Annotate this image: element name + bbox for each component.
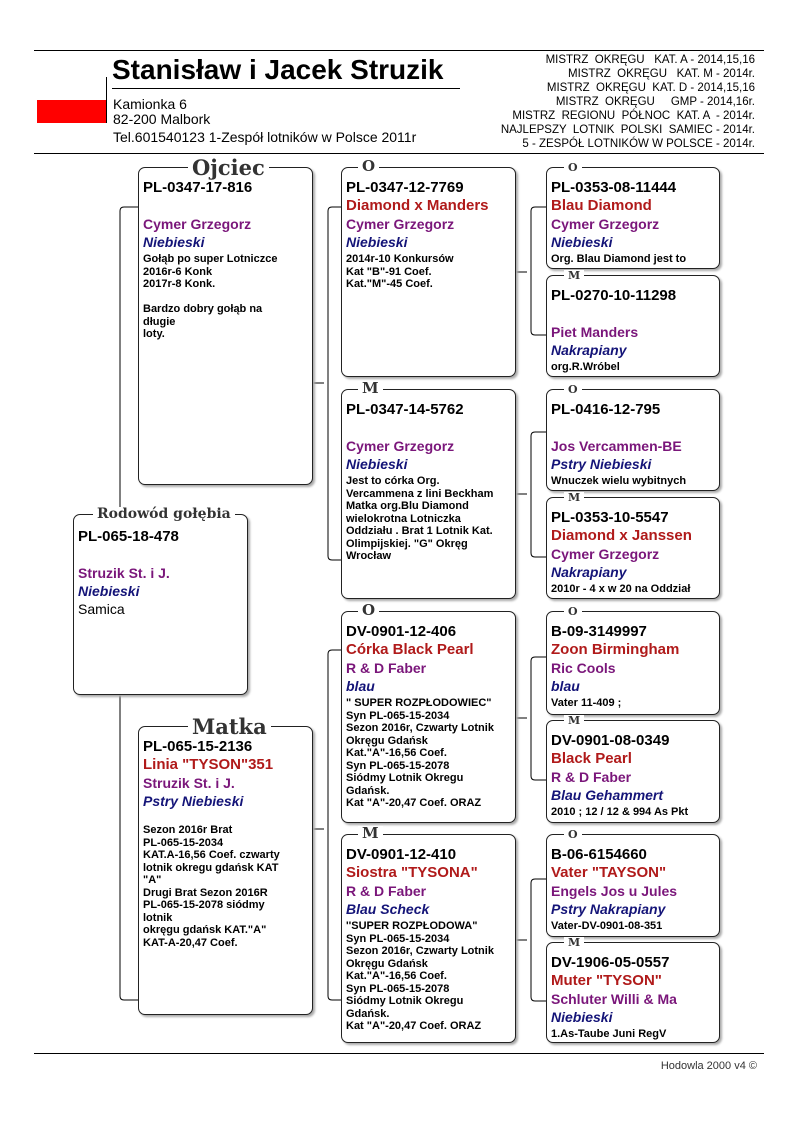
breeder: Cymer Grzegorz [346,438,455,454]
notes: " SUPER ROZPŁODOWIEC" Syn PL-065-15-2034 Sezon 2016r, Czwarty Lotnik Okręgu Gdańsk Kat."A"-16,56 Coef. Syn PL-065-15-2078 Siódmy Lotnik Okregu Gdańsk. Kat "A"-20,47 Coef. ORAZ [346,697,494,809]
breeder: Ric Cools [551,660,616,676]
color: Niebieski [78,583,140,599]
pigeon-name: Diamond x Janssen [551,527,692,544]
notes: 2010r - 4 x w 20 na Oddział [551,583,691,595]
breeder: Struzik St. i J. [143,775,235,791]
ring-number: B-09-3149997 [551,623,647,640]
great-grandparent-card[interactable] [546,497,720,599]
notes: Wnuczek wielu wybitnych [551,475,687,487]
breeder: Engels Jos u Jules [551,883,678,899]
ring-number: DV-0901-08-0349 [551,732,670,749]
mother-card[interactable] [138,726,313,1015]
breeder: Struzik St. i J. [78,565,170,581]
ring-number: DV-0901-12-406 [346,623,457,640]
breeder: Cymer Grzegorz [551,546,660,562]
notes: 2010 ; 12 / 12 & 994 As Pkt [551,806,689,818]
color: Nakrapiany [551,564,627,580]
breeder: Piet Manders [551,324,639,340]
breeder: R & D Faber [346,660,427,676]
award: MISTRZ OKRĘGU KAT. M - 2014r. [567,68,755,80]
dam-label: M [358,826,383,841]
pigeon-label: Rodowód gołębia [93,507,235,521]
color: Pstry Niebieski [551,456,652,472]
pigeon-name: Black Pearl [551,750,632,767]
notes: org.R.Wróbel [551,361,620,373]
color: blau [551,678,580,694]
pigeon-name: Linia "TYSON"351 [143,756,274,773]
color: blau [346,678,375,694]
breeder: Jos Vercammen-BE [551,438,682,454]
great-grandparent-card[interactable] [546,611,720,715]
award: NAJLEPSZY LOTNIK POLSKI SAMIEC - 2014r. [500,124,755,136]
sire-label: O [564,829,582,840]
sire-label: O [358,159,379,174]
phone-line: Tel.601540123 1-Zespół lotników w Polsce 2011r [113,129,417,145]
sire-label: O [358,603,379,618]
address-city: 82-200 Malbork [113,111,211,127]
dam-label: M [564,270,584,281]
sire-label: O [564,606,582,617]
footer-credit: Hodowla 2000 v4 © [660,1060,757,1072]
grandsire-maternal-card[interactable] [341,611,516,823]
dam-label: M [564,492,584,503]
award: MISTRZ OKRĘGU KAT. A - 2014,15,16 [545,54,755,66]
notes: Gołąb po super Lotniczce 2016r-6 Konk 2017r-8 Konk. Bardzo dobry gołąb na długie loty. [143,253,278,340]
ring-number: PL-0353-10-5547 [551,509,669,526]
ring-number: PL-0353-08-11444 [551,179,677,196]
sire-label: O [564,384,582,395]
pigeon-name: Muter "TYSON" [551,972,662,989]
color: Blau Gehammert [551,787,664,803]
pigeon-name: Siostra "TYSONA" [346,864,478,881]
award: MISTRZ REGIONU PÓŁNOC KAT. A - 2014r. [512,110,755,122]
ring-number: PL-065-18-478 [78,528,179,545]
notes: ''SUPER ROZPŁODOWA" Syn PL-065-15-2034 Sezon 2016r, Czwarty Lotnik Okręgu Gdańsk Kat."A"-16,56 Coef. Syn PL-065-15-2078 Siódmy Lotnik Okregu Gdańsk. Kat "A"-20,47 Coef. ORAZ [346,920,494,1032]
breeder: R & D Faber [346,883,427,899]
color: Niebieski [551,1009,613,1025]
ring-number: PL-0347-12-7769 [346,179,464,196]
color: Blau Scheck [346,901,430,917]
grandsire-paternal-card[interactable] [341,167,516,377]
great-grandparent-card[interactable] [546,167,720,269]
sire-label: O [564,162,582,173]
dam-label: M [358,381,383,396]
breeder-title: Stanisław i Jacek Struzik [112,54,444,85]
pigeon-card[interactable] [73,514,248,695]
mother-label: Matka [188,716,271,737]
breeder: Schluter Willi & Ma [551,991,677,1007]
ring-number: DV-1906-05-0557 [551,954,670,971]
great-grandparent-card[interactable] [546,834,720,937]
father-label: Ojciec [188,157,269,178]
color: Niebieski [346,456,408,472]
ring-number: PL-065-15-2136 [143,738,253,755]
notes: Vater 11-409 ; [551,697,622,709]
father-card[interactable] [138,167,313,485]
pigeon-name: Córka Black Pearl [346,641,474,658]
footer-rule [34,1053,764,1054]
breeder: R & D Faber [551,769,632,785]
notes: Sezon 2016r Brat PL-065-15-2034 KAT.A-16,56 Coef. czwarty lotnik okregu gdańsk KAT "A" Drugi Brat Sezon 2016R PL-065-15-2078 siódmy lotnik okręgu gdańsk KAT."A" KAT-A-20,47 Coef. [143,824,280,949]
pigeon-name: Zoon Birmingham [551,641,680,658]
notes: Jest to córka Org. Vercammena z lini Beckham Matka org.Blu Diamond wielokrotna Lotniczka Oddziału . Brat 1 Lotnik Kat. Olimpijskiej. "G" Okręg Wrocław [346,475,494,562]
color: Pstry Nakrapiany [551,901,666,917]
ring-number: DV-0901-12-410 [346,846,457,863]
color: Niebieski [346,234,408,250]
breeder: Cymer Grzegorz [346,216,455,232]
color: Niebieski [143,234,205,250]
granddam-paternal-card[interactable] [341,389,516,599]
dam-label: M [564,715,584,726]
breeder: Cymer Grzegorz [551,216,660,232]
award: MISTRZ OKRĘGU GMP - 2014,16r. [555,96,755,108]
color: Nakrapiany [551,342,627,358]
notes: Vater-DV-0901-08-351 [551,920,663,932]
pigeon-name: Vater "TAYSON" [551,864,667,881]
notes: 2014r-10 Konkursów Kat "B"-91 Coef. Kat."M"-45 Coef. [346,253,454,290]
pigeon-name: Diamond x Manders [346,197,489,214]
great-grandparent-card[interactable] [546,389,720,491]
great-grandparent-card[interactable] [546,275,720,377]
granddam-maternal-card[interactable] [341,834,516,1043]
notes: 1.As-Taube Juni RegV [551,1028,667,1040]
sex: Samica [78,601,125,617]
ring-number: PL-0270-10-11298 [551,287,677,304]
ring-number: PL-0347-17-816 [143,179,253,196]
pigeon-name: Blau Diamond [551,197,652,214]
address-street: Kamionka 6 [113,96,187,112]
ring-number: PL-0347-14-5762 [346,401,464,418]
award: MISTRZ OKRĘGU KAT. D - 2014,15,16 [546,82,755,94]
award: 5 - ZESPÓŁ LOTNIKÓW W POLSCE - 2014r. [522,138,755,150]
color: Niebieski [551,234,613,250]
dam-label: M [564,937,584,948]
ring-number: B-06-6154660 [551,846,647,863]
great-grandparent-card[interactable] [546,942,720,1043]
great-grandparent-card[interactable] [546,720,720,823]
breeder: Cymer Grzegorz [143,216,252,232]
notes: Org. Blau Diamond jest to [551,253,687,265]
ring-number: PL-0416-12-795 [551,401,661,418]
color: Pstry Niebieski [143,793,244,809]
